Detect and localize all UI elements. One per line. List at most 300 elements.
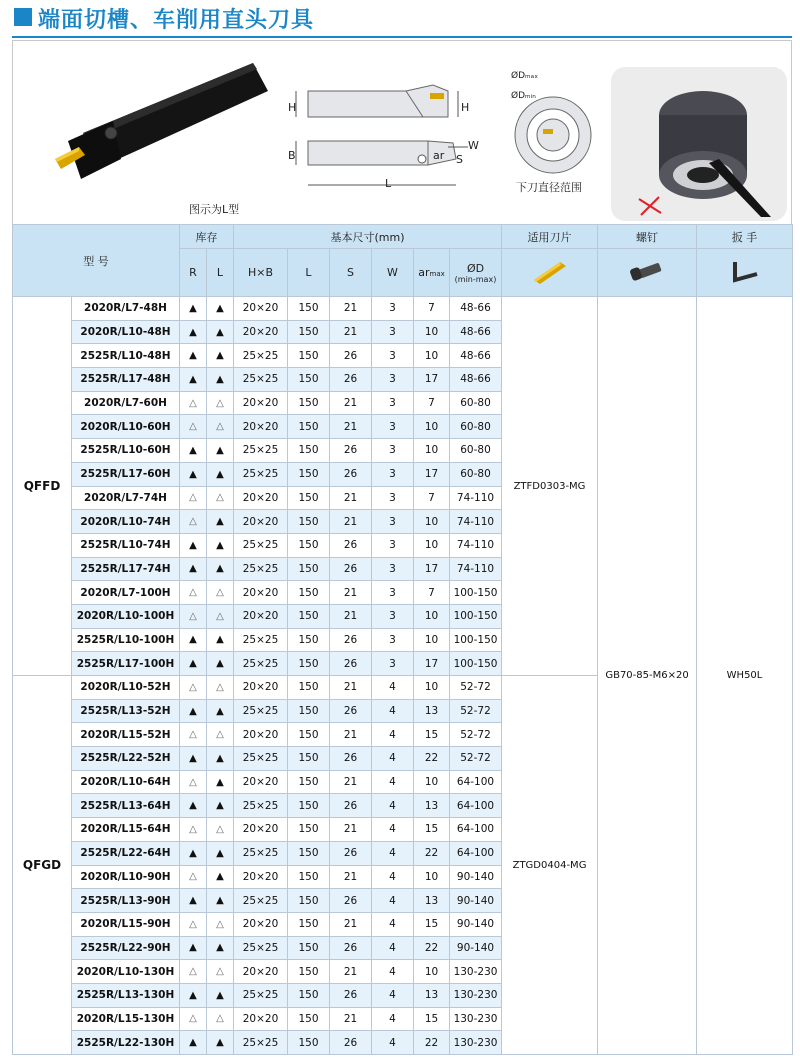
diagram-caption: 下刀直径范围	[516, 181, 582, 194]
insert-cell: ZTFD0303-MG	[502, 297, 598, 676]
stock-r-cell: ▲	[180, 439, 207, 463]
od-cell: 48-66	[450, 344, 502, 368]
header-OD-sub: (min-max)	[454, 274, 497, 284]
w-cell: 3	[372, 415, 414, 439]
stock-r-cell: ▲	[180, 747, 207, 771]
stock-l-cell: ▲	[207, 699, 234, 723]
od-cell: 52-72	[450, 676, 502, 700]
stock-l-cell: △	[207, 581, 234, 605]
w-cell: 3	[372, 581, 414, 605]
model-cell: 2525R/L10-74H	[72, 533, 180, 557]
hb-cell: 25×25	[234, 936, 288, 960]
w-cell: 3	[372, 628, 414, 652]
stock-l-cell: ▲	[207, 344, 234, 368]
ar-cell: 10	[414, 960, 450, 984]
w-cell: 4	[372, 818, 414, 842]
stock-l-cell: ▲	[207, 439, 234, 463]
model-cell: 2525R/L17-48H	[72, 368, 180, 392]
stock-l-cell: △	[207, 604, 234, 628]
hb-cell: 25×25	[234, 983, 288, 1007]
od-cell: 52-72	[450, 747, 502, 771]
w-cell: 3	[372, 297, 414, 321]
w-cell: 3	[372, 368, 414, 392]
hb-cell: 20×20	[234, 391, 288, 415]
od-cell: 100-150	[450, 581, 502, 605]
hb-cell: 25×25	[234, 889, 288, 913]
model-cell: 2020R/L7-48H	[72, 297, 180, 321]
length-cell: 150	[288, 699, 330, 723]
model-cell: 2020R/L10-48H	[72, 320, 180, 344]
header-OD-label: ØD	[466, 261, 485, 275]
od-cell: 74-110	[450, 510, 502, 534]
stock-r-cell: ▲	[180, 889, 207, 913]
figure-area	[12, 40, 792, 224]
model-cell: 2020R/L15-90H	[72, 912, 180, 936]
model-cell: 2525R/L13-90H	[72, 889, 180, 913]
s-cell: 21	[330, 415, 372, 439]
ar-cell: 10	[414, 344, 450, 368]
ar-cell: 7	[414, 391, 450, 415]
dim-label-L: L	[385, 177, 392, 190]
hb-cell: 20×20	[234, 297, 288, 321]
dim-label-Dmin: ØDₘᵢₙ	[511, 91, 536, 101]
length-cell: 150	[288, 581, 330, 605]
header-HxB: H×B	[234, 249, 288, 297]
title-bar	[0, 0, 800, 36]
model-cell: 2525R/L17-60H	[72, 462, 180, 486]
s-cell: 26	[330, 747, 372, 771]
w-cell: 4	[372, 841, 414, 865]
w-cell: 4	[372, 936, 414, 960]
model-cell: 2020R/L7-74H	[72, 486, 180, 510]
length-cell: 150	[288, 486, 330, 510]
length-cell: 150	[288, 889, 330, 913]
dim-label-H-right: H	[461, 101, 470, 114]
s-cell: 21	[330, 1007, 372, 1031]
w-cell: 3	[372, 652, 414, 676]
s-cell: 21	[330, 723, 372, 747]
model-cell: 2525R/L17-74H	[72, 557, 180, 581]
hb-cell: 25×25	[234, 628, 288, 652]
header-dimensions: 基本尺寸(mm)	[234, 225, 502, 249]
ar-cell: 13	[414, 699, 450, 723]
s-cell: 26	[330, 533, 372, 557]
ar-cell: 17	[414, 652, 450, 676]
s-cell: 21	[330, 770, 372, 794]
hb-cell: 20×20	[234, 770, 288, 794]
s-cell: 21	[330, 297, 372, 321]
length-cell: 150	[288, 818, 330, 842]
wrench-cell: WH50L	[697, 297, 793, 1055]
od-cell: 90-140	[450, 889, 502, 913]
length-cell: 150	[288, 391, 330, 415]
stock-r-cell: ▲	[180, 841, 207, 865]
od-cell: 60-80	[450, 391, 502, 415]
stock-r-cell: ▲	[180, 557, 207, 581]
model-cell: 2020R/L10-100H	[72, 604, 180, 628]
length-cell: 150	[288, 936, 330, 960]
hb-cell: 25×25	[234, 557, 288, 581]
hb-cell: 25×25	[234, 344, 288, 368]
dim-label-W: W	[468, 139, 479, 152]
model-cell: 2525R/L10-60H	[72, 439, 180, 463]
header-R: R	[180, 249, 207, 297]
header-ar	[414, 249, 450, 297]
od-cell: 60-80	[450, 439, 502, 463]
dim-label-ar: ar	[433, 149, 445, 162]
stock-l-cell: ▲	[207, 747, 234, 771]
stock-r-cell: △	[180, 865, 207, 889]
stock-l-cell: △	[207, 415, 234, 439]
ar-cell: 7	[414, 297, 450, 321]
ar-cell: 22	[414, 747, 450, 771]
insert-cell: ZTGD0404-MG	[502, 676, 598, 1055]
s-cell: 26	[330, 699, 372, 723]
header-stock: 库存	[180, 225, 234, 249]
length-cell: 150	[288, 320, 330, 344]
w-cell: 4	[372, 723, 414, 747]
stock-r-cell: △	[180, 604, 207, 628]
stock-l-cell: ▲	[207, 1031, 234, 1055]
header-W: W	[372, 249, 414, 297]
s-cell: 26	[330, 344, 372, 368]
model-cell: 2525R/L13-64H	[72, 794, 180, 818]
stock-l-cell: ▲	[207, 936, 234, 960]
stock-r-cell: △	[180, 912, 207, 936]
table-body	[13, 297, 793, 1055]
w-cell: 3	[372, 533, 414, 557]
stock-r-cell: △	[180, 770, 207, 794]
hb-cell: 25×25	[234, 747, 288, 771]
stock-l-cell: ▲	[207, 652, 234, 676]
stock-l-cell: ▲	[207, 533, 234, 557]
model-cell: 2525R/L13-130H	[72, 983, 180, 1007]
stock-r-cell: ▲	[180, 533, 207, 557]
hb-cell: 25×25	[234, 439, 288, 463]
s-cell: 26	[330, 439, 372, 463]
insert-icon-cell	[502, 249, 598, 297]
length-cell: 150	[288, 604, 330, 628]
hb-cell: 25×25	[234, 699, 288, 723]
hb-cell: 20×20	[234, 320, 288, 344]
header-model: 型 号	[13, 225, 180, 297]
header-ar-label: ar	[418, 266, 430, 279]
od-cell: 100-150	[450, 628, 502, 652]
header-screw: 螺钉	[598, 225, 697, 249]
stock-r-cell: △	[180, 510, 207, 534]
series-name: QFGD	[13, 676, 72, 1055]
length-cell: 150	[288, 983, 330, 1007]
tool-holder-photo	[13, 41, 283, 225]
ar-cell: 10	[414, 676, 450, 700]
stock-l-cell: ▲	[207, 557, 234, 581]
stock-l-cell: ▲	[207, 628, 234, 652]
od-cell: 60-80	[450, 462, 502, 486]
ar-cell: 15	[414, 1007, 450, 1031]
stock-l-cell: ▲	[207, 510, 234, 534]
s-cell: 26	[330, 794, 372, 818]
hb-cell: 20×20	[234, 960, 288, 984]
hb-cell: 20×20	[234, 581, 288, 605]
wrench-icon	[723, 256, 767, 286]
w-cell: 4	[372, 699, 414, 723]
hb-cell: 25×25	[234, 652, 288, 676]
hb-cell: 25×25	[234, 794, 288, 818]
dim-label-B: B	[288, 149, 296, 162]
stock-l-cell: △	[207, 1007, 234, 1031]
ar-cell: 10	[414, 770, 450, 794]
s-cell: 26	[330, 983, 372, 1007]
model-cell: 2020R/L7-60H	[72, 391, 180, 415]
ar-cell: 10	[414, 604, 450, 628]
series-name: QFFD	[13, 297, 72, 676]
od-cell: 52-72	[450, 723, 502, 747]
header-wrench: 扳 手	[697, 225, 793, 249]
s-cell: 26	[330, 652, 372, 676]
ar-cell: 10	[414, 865, 450, 889]
s-cell: 26	[330, 889, 372, 913]
stock-r-cell: ▲	[180, 462, 207, 486]
od-cell: 74-110	[450, 557, 502, 581]
od-cell: 100-150	[450, 604, 502, 628]
w-cell: 4	[372, 960, 414, 984]
od-cell: 90-140	[450, 936, 502, 960]
hb-cell: 20×20	[234, 865, 288, 889]
stock-r-cell: △	[180, 486, 207, 510]
stock-l-cell: △	[207, 818, 234, 842]
model-cell: 2020R/L10-60H	[72, 415, 180, 439]
stock-l-cell: ▲	[207, 770, 234, 794]
length-cell: 150	[288, 794, 330, 818]
od-cell: 74-110	[450, 486, 502, 510]
dim-label-S: S	[456, 153, 463, 166]
stock-l-cell: ▲	[207, 368, 234, 392]
header-OD	[450, 249, 502, 297]
length-cell: 150	[288, 1031, 330, 1055]
tool-spec-table-wrap	[12, 224, 792, 1055]
ar-cell: 17	[414, 557, 450, 581]
length-cell: 150	[288, 912, 330, 936]
w-cell: 3	[372, 604, 414, 628]
s-cell: 21	[330, 510, 372, 534]
model-cell: 2020R/L10-64H	[72, 770, 180, 794]
hb-cell: 25×25	[234, 533, 288, 557]
length-cell: 150	[288, 676, 330, 700]
stock-r-cell: ▲	[180, 699, 207, 723]
w-cell: 4	[372, 912, 414, 936]
insert-icon	[528, 256, 572, 286]
table-row	[13, 297, 793, 321]
stock-r-cell: ▲	[180, 368, 207, 392]
length-cell: 150	[288, 628, 330, 652]
length-cell: 150	[288, 770, 330, 794]
ar-cell: 10	[414, 533, 450, 557]
s-cell: 26	[330, 557, 372, 581]
length-cell: 150	[288, 557, 330, 581]
od-cell: 64-100	[450, 841, 502, 865]
w-cell: 4	[372, 889, 414, 913]
stock-r-cell: ▲	[180, 936, 207, 960]
model-cell: 2525R/L22-52H	[72, 747, 180, 771]
stock-l-cell: ▲	[207, 983, 234, 1007]
model-cell: 2525R/L22-130H	[72, 1031, 180, 1055]
w-cell: 4	[372, 747, 414, 771]
stock-r-cell: ▲	[180, 628, 207, 652]
hb-cell: 20×20	[234, 510, 288, 534]
od-cell: 130-230	[450, 1031, 502, 1055]
od-cell: 52-72	[450, 699, 502, 723]
model-cell: 2020R/L10-52H	[72, 676, 180, 700]
model-cell: 2525R/L10-100H	[72, 628, 180, 652]
dim-label-Dmax: ØDₘₐₓ	[511, 71, 539, 81]
ar-cell: 10	[414, 415, 450, 439]
s-cell: 21	[330, 865, 372, 889]
hb-cell: 20×20	[234, 676, 288, 700]
length-cell: 150	[288, 865, 330, 889]
title-underline	[12, 36, 792, 38]
s-cell: 21	[330, 818, 372, 842]
s-cell: 26	[330, 368, 372, 392]
length-cell: 150	[288, 344, 330, 368]
screw-icon	[625, 256, 669, 286]
w-cell: 3	[372, 439, 414, 463]
s-cell: 26	[330, 1031, 372, 1055]
model-cell: 2020R/L15-64H	[72, 818, 180, 842]
model-cell: 2020R/L7-100H	[72, 581, 180, 605]
stock-l-cell: ▲	[207, 297, 234, 321]
hb-cell: 25×25	[234, 1031, 288, 1055]
od-cell: 60-80	[450, 415, 502, 439]
stock-r-cell: ▲	[180, 652, 207, 676]
w-cell: 4	[372, 983, 414, 1007]
header-S: S	[330, 249, 372, 297]
s-cell: 21	[330, 486, 372, 510]
stock-r-cell: △	[180, 818, 207, 842]
ar-cell: 10	[414, 439, 450, 463]
model-cell: 2525R/L10-48H	[72, 344, 180, 368]
length-cell: 150	[288, 747, 330, 771]
od-cell: 74-110	[450, 533, 502, 557]
s-cell: 26	[330, 841, 372, 865]
ar-cell: 17	[414, 368, 450, 392]
stock-r-cell: △	[180, 1007, 207, 1031]
model-cell: 2525R/L13-52H	[72, 699, 180, 723]
hb-cell: 20×20	[234, 1007, 288, 1031]
length-cell: 150	[288, 510, 330, 534]
stock-r-cell: △	[180, 391, 207, 415]
stock-r-cell: ▲	[180, 344, 207, 368]
w-cell: 4	[372, 1007, 414, 1031]
ar-cell: 15	[414, 818, 450, 842]
stock-r-cell: ▲	[180, 1031, 207, 1055]
s-cell: 21	[330, 960, 372, 984]
stock-r-cell: ▲	[180, 297, 207, 321]
w-cell: 3	[372, 462, 414, 486]
ar-cell: 7	[414, 581, 450, 605]
header-insert: 适用刀片	[502, 225, 598, 249]
model-cell: 2020R/L10-74H	[72, 510, 180, 534]
od-cell: 130-230	[450, 1007, 502, 1031]
length-cell: 150	[288, 462, 330, 486]
od-cell: 64-100	[450, 794, 502, 818]
header-ar-sub: max	[429, 270, 445, 278]
s-cell: 26	[330, 628, 372, 652]
length-cell: 150	[288, 1007, 330, 1031]
w-cell: 3	[372, 510, 414, 534]
length-cell: 150	[288, 723, 330, 747]
od-cell: 130-230	[450, 960, 502, 984]
model-cell: 2020R/L10-90H	[72, 865, 180, 889]
hb-cell: 20×20	[234, 723, 288, 747]
w-cell: 4	[372, 1031, 414, 1055]
od-cell: 48-66	[450, 320, 502, 344]
s-cell: 21	[330, 912, 372, 936]
hb-cell: 20×20	[234, 818, 288, 842]
ar-cell: 13	[414, 794, 450, 818]
od-cell: 90-140	[450, 865, 502, 889]
s-cell: 21	[330, 676, 372, 700]
stock-l-cell: △	[207, 391, 234, 415]
stock-r-cell: △	[180, 581, 207, 605]
header-L: L	[207, 249, 234, 297]
s-cell: 21	[330, 320, 372, 344]
length-cell: 150	[288, 297, 330, 321]
ar-cell: 17	[414, 462, 450, 486]
hb-cell: 20×20	[234, 604, 288, 628]
ar-cell: 15	[414, 723, 450, 747]
length-cell: 150	[288, 841, 330, 865]
model-cell: 2525R/L17-100H	[72, 652, 180, 676]
page-title: 端面切槽、车削用直头刀具	[38, 8, 315, 33]
hb-cell: 25×25	[234, 368, 288, 392]
od-cell: 64-100	[450, 818, 502, 842]
stock-l-cell: ▲	[207, 865, 234, 889]
od-cell: 64-100	[450, 770, 502, 794]
stock-r-cell: ▲	[180, 320, 207, 344]
ar-cell: 22	[414, 1031, 450, 1055]
stock-r-cell: ▲	[180, 794, 207, 818]
hb-cell: 20×20	[234, 415, 288, 439]
stock-r-cell: △	[180, 960, 207, 984]
w-cell: 3	[372, 344, 414, 368]
model-cell: 2525R/L22-90H	[72, 936, 180, 960]
s-cell: 21	[330, 604, 372, 628]
dimension-drawing	[278, 63, 478, 213]
od-cell: 100-150	[450, 652, 502, 676]
od-cell: 130-230	[450, 983, 502, 1007]
stock-l-cell: ▲	[207, 462, 234, 486]
stock-l-cell: ▲	[207, 841, 234, 865]
stock-l-cell: ▲	[207, 794, 234, 818]
hb-cell: 25×25	[234, 462, 288, 486]
w-cell: 3	[372, 486, 414, 510]
model-cell: 2020R/L15-130H	[72, 1007, 180, 1031]
s-cell: 21	[330, 391, 372, 415]
photo-caption: 图示为L型	[189, 203, 240, 216]
tool-spec-table	[12, 224, 793, 1055]
ar-cell: 10	[414, 510, 450, 534]
od-cell: 48-66	[450, 297, 502, 321]
dim-label-H-left: H	[288, 101, 297, 114]
screw-cell: GB70-85-M6×20	[598, 297, 697, 1055]
wrench-icon-cell	[697, 249, 793, 297]
ar-cell: 7	[414, 486, 450, 510]
ar-cell: 15	[414, 912, 450, 936]
stock-r-cell: ▲	[180, 983, 207, 1007]
w-cell: 3	[372, 320, 414, 344]
workpiece-photo	[611, 67, 787, 221]
stock-r-cell: △	[180, 723, 207, 747]
